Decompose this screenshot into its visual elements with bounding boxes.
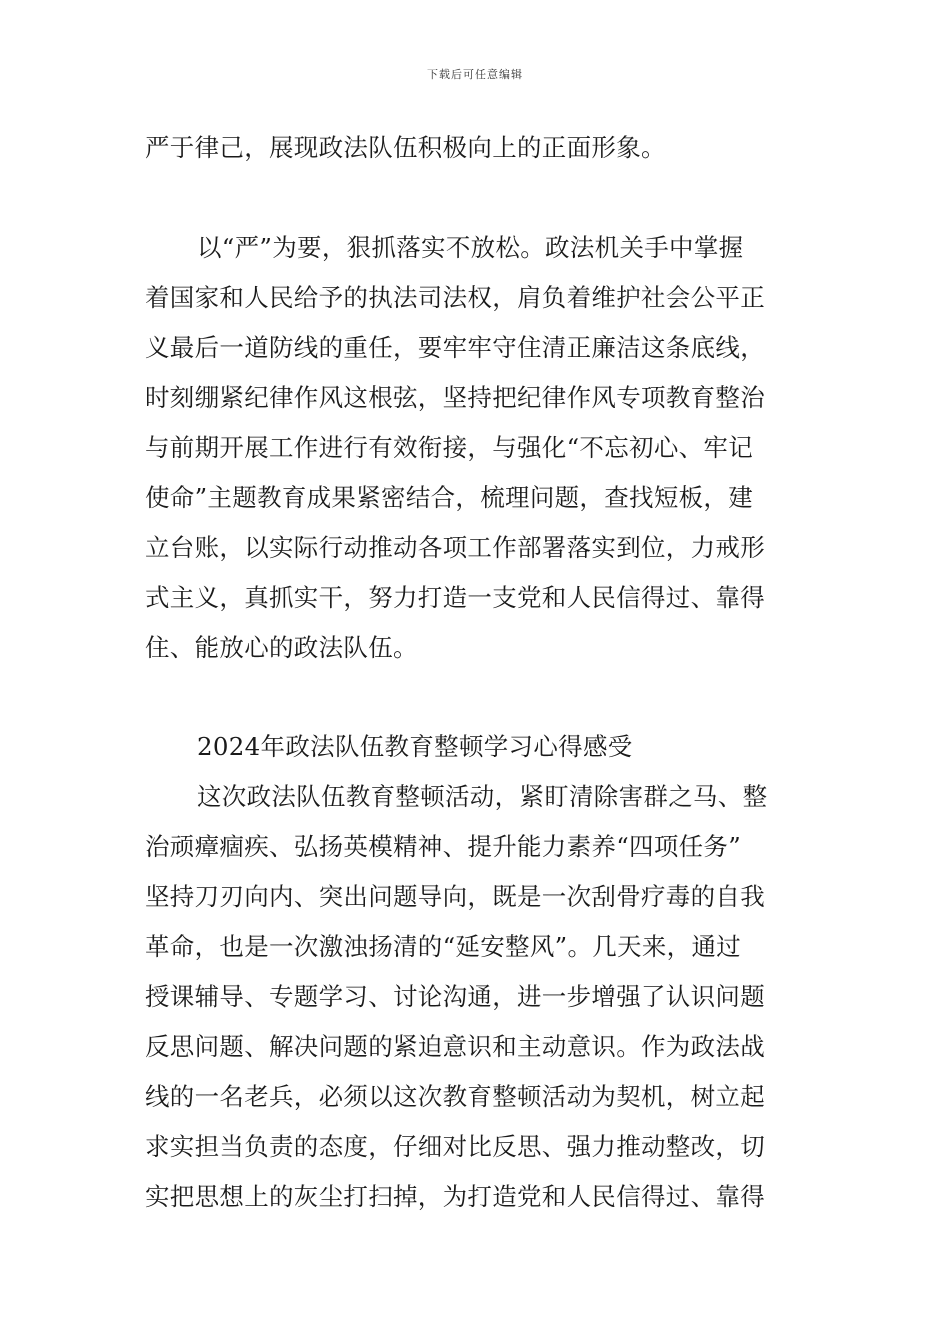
paragraph-2-line: 以“严”为要，狠抓落实不放松。政法机关手中掌握 [197, 233, 744, 262]
paragraph-2-line: 义最后一道防线的重任，要牢牢守住清正廉洁这条底线， [145, 333, 765, 362]
section-title: 2024年政法队伍教育整顿学习心得感受 [197, 732, 633, 761]
paragraph-2-line: 立台账，以实际行动推动各项工作部署落实到位，力戒形 [145, 533, 765, 562]
paragraph-3-line: 这次政法队伍教育整顿活动，紧盯清除害群之马、整 [197, 782, 768, 811]
paragraph-3-line: 求实担当负责的态度，仔细对比反思、强力推动整改，切 [145, 1132, 765, 1161]
paragraph-2-line: 住、能放心的政法队伍。 [145, 633, 418, 662]
paragraph-1-line: 严于律己，展现政法队伍积极向上的正面形象。 [145, 133, 666, 162]
paragraph-3-line: 坚持刀刃向内、突出问题导向，既是一次刮骨疗毒的自我 [145, 882, 765, 911]
paragraph-2-line: 式主义，真抓实干，努力打造一支党和人民信得过、靠得 [145, 583, 765, 612]
paragraph-2-line: 时刻绷紧纪律作风这根弦，坚持把纪律作风专项教育整治 [145, 383, 765, 412]
page-header: 下载后可任意编辑 [427, 68, 523, 81]
paragraph-3-line: 线的一名老兵，必须以这次教育整顿活动为契机，树立起 [145, 1082, 765, 1111]
paragraph-3-line: 授课辅导、专题学习、讨论沟通，进一步增强了认识问题 [145, 982, 765, 1011]
paragraph-2-line: 着国家和人民给予的执法司法权，肩负着维护社会公平正 [145, 283, 765, 312]
paragraph-3-line: 实把思想上的灰尘打扫掉，为打造党和人民信得过、靠得 [145, 1182, 765, 1211]
paragraph-3-line: 治顽瘴痼疾、弘扬英模精神、提升能力素养“四项任务” [145, 832, 742, 861]
paragraph-3-line: 革命，也是一次激浊扬清的“延安整风”。几天来，通过 [145, 932, 742, 961]
paragraph-2-line: 与前期开展工作进行有效衔接，与强化“不忘初心、牢记 [145, 433, 754, 462]
paragraph-3-line: 反思问题、解决问题的紧迫意识和主动意识。作为政法战 [145, 1032, 765, 1061]
paragraph-2-line: 使命”主题教育成果紧密结合，梳理问题，查找短板，建 [145, 483, 754, 512]
